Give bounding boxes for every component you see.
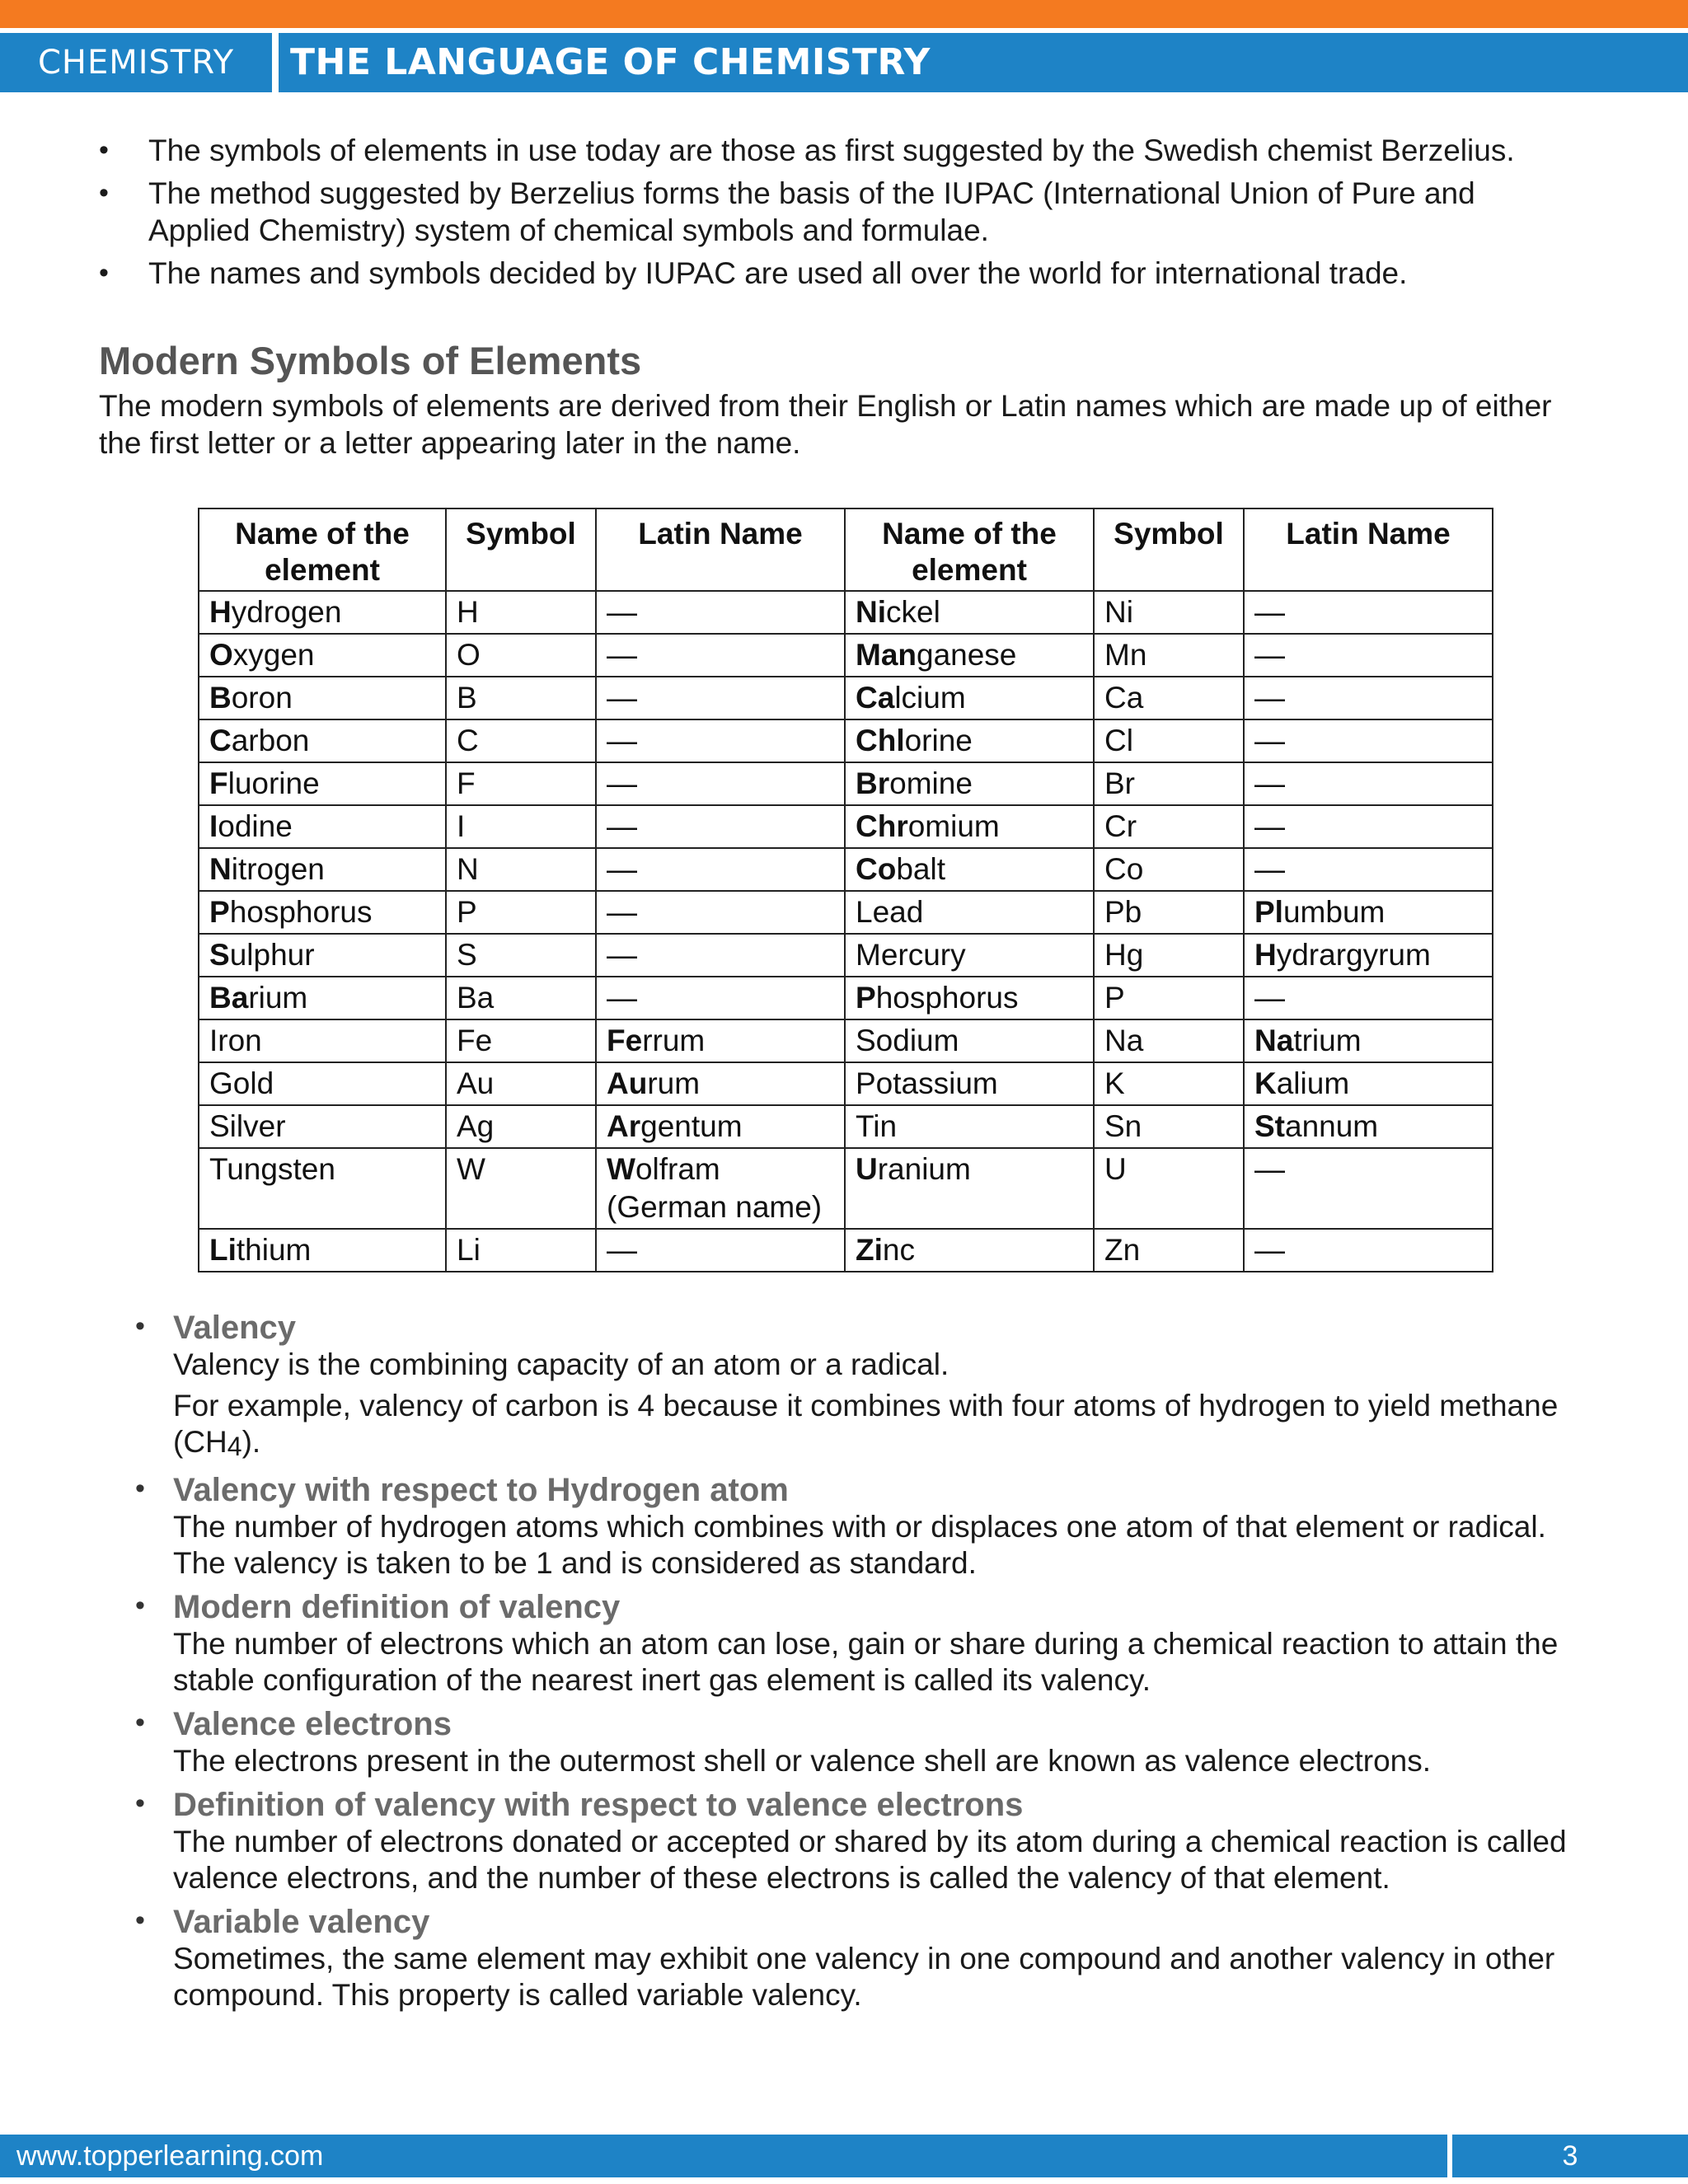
element-name-cell (199, 719, 446, 762)
latin-name-cell-rest: — (1254, 681, 1285, 715)
element-name-cell-rest: itrogen (231, 852, 325, 886)
element-name-cell-rest: Iron (209, 1024, 262, 1057)
element-name-cell (845, 677, 1094, 719)
latin-name-cell-rest: olfram (635, 1152, 720, 1186)
element-name-cell-bold: P (209, 895, 230, 929)
element-name-cell (199, 977, 446, 1019)
element-name-cell (199, 934, 446, 977)
latin-name-cell (596, 1148, 845, 1229)
element-name-cell-rest: hosphorus (229, 895, 373, 929)
element-name-cell-rest: lcium (894, 681, 966, 715)
symbol-cell: Ca (1094, 677, 1244, 719)
latin-name-cell-rest: rum (647, 1066, 701, 1100)
symbol-cell: Ba (446, 977, 596, 1019)
latin-name-cell (1244, 848, 1493, 891)
latin-name-cell-rest: — (1254, 1233, 1285, 1267)
latin-name-cell-bold: W (607, 1152, 635, 1186)
symbol-cell: O (446, 634, 596, 677)
element-name-cell-bold: Li (209, 1233, 237, 1267)
element-name-cell (199, 591, 446, 634)
element-name-cell (845, 634, 1094, 677)
latin-name-cell-rest: alium (1276, 1066, 1350, 1100)
element-name-cell-rest: luorine (227, 766, 320, 800)
element-name-cell (199, 1062, 446, 1105)
element-name-cell (199, 634, 446, 677)
element-name-cell-bold: H (209, 595, 232, 629)
element-name-cell (199, 1019, 446, 1062)
valency-item-body: The number of hydrogen atoms which combines with or displaces one atom of that element or radical. The valency is taken to be 1 and is considered as standard. (173, 1510, 1546, 1580)
element-name-cell (845, 848, 1094, 891)
latin-name-cell-rest: — (1254, 1152, 1285, 1186)
latin-name-cell-rest: — (607, 766, 637, 800)
valency-example-text: For example, valency of carbon is 4 because it combines with four atoms of hydrogen to yield methane (CH (173, 1389, 1559, 1459)
latin-name-cell-bold: St (1254, 1109, 1285, 1143)
header-subject: CHEMISTRY (37, 44, 235, 82)
valency-item-title: • Valence electrons (173, 1706, 452, 1742)
symbol-cell: Au (446, 1062, 596, 1105)
symbol-cell: Na (1094, 1019, 1244, 1062)
element-name-cell (199, 848, 446, 891)
page-number: 3 (1562, 2140, 1578, 2172)
element-name-cell-bold: Ni (856, 595, 886, 629)
element-name-cell-rest: Tungsten (209, 1152, 335, 1186)
element-name-cell (845, 805, 1094, 848)
symbol-cell: K (1094, 1062, 1244, 1105)
latin-name-cell (1244, 677, 1493, 719)
table-row (199, 1229, 1493, 1272)
elements-table-body (199, 591, 1493, 1272)
table-row (199, 591, 1493, 634)
element-name-cell-bold: Chr (856, 809, 908, 843)
latin-name-cell (1244, 1105, 1493, 1148)
element-name-cell-bold: P (856, 981, 876, 1015)
latin-name-cell (596, 677, 845, 719)
header-divider (272, 33, 279, 92)
element-name-cell-bold: O (209, 638, 233, 672)
latin-name-cell-rest: annum (1285, 1109, 1379, 1143)
element-name-cell (199, 1105, 446, 1148)
intro-bullet: • The symbols of elements in use today are those as first suggested by the Swedish chemist Berzelius. (99, 132, 1582, 169)
valency-item (132, 1588, 1582, 1699)
element-name-cell (845, 591, 1094, 634)
table-row (199, 848, 1493, 891)
latin-name-cell (1244, 891, 1493, 934)
latin-name-cell-bold: Fe (607, 1024, 643, 1057)
element-name-cell-rest: Lead (856, 895, 924, 929)
symbol-cell: U (1094, 1148, 1244, 1229)
latin-name-cell (1244, 719, 1493, 762)
element-name-cell-bold: N (209, 852, 232, 886)
latin-name-cell-rest: — (1254, 852, 1285, 886)
valency-item (132, 1309, 1582, 1465)
latin-name-cell (596, 634, 845, 677)
element-name-cell-bold: Br (856, 766, 890, 800)
element-name-cell-rest: thium (236, 1233, 312, 1267)
valency-item-title: • Modern definition of valency (173, 1589, 621, 1625)
latin-name-cell-rest: — (1254, 595, 1285, 629)
latin-name-cell-rest: — (607, 1233, 637, 1267)
latin-name-cell (1244, 1229, 1493, 1272)
symbol-cell: F (446, 762, 596, 805)
element-name-cell (199, 805, 446, 848)
column-header: Latin Name (1244, 509, 1493, 591)
latin-name-cell-rest: — (1254, 724, 1285, 757)
element-name-cell-bold: B (209, 681, 232, 715)
valency-example-end: ). (241, 1425, 261, 1459)
element-name-cell-bold: Zi (856, 1233, 883, 1267)
latin-name-cell-bold: Au (607, 1066, 648, 1100)
latin-name-cell-rest: — (607, 681, 637, 715)
latin-name-cell (1244, 1062, 1493, 1105)
valency-item-body: The electrons present in the outermost shell or valence shell are known as valence electrons. (173, 1744, 1432, 1778)
intro-bullet-list (99, 132, 1582, 298)
latin-name-cell (596, 762, 845, 805)
element-name-cell-rest: ulphur (229, 938, 315, 972)
symbol-cell: Hg (1094, 934, 1244, 977)
element-name-cell-rest: Tin (856, 1109, 898, 1143)
latin-name-cell-rest: — (607, 809, 637, 843)
latin-name-cell-rest: — (607, 852, 637, 886)
element-name-cell (845, 762, 1094, 805)
valency-item-title: • Variable valency (173, 1904, 430, 1940)
element-name-cell-bold: Co (856, 852, 897, 886)
symbol-cell: Mn (1094, 634, 1244, 677)
page-footer (0, 2135, 1688, 2177)
element-name-cell (845, 934, 1094, 977)
intro-bullet: • The method suggested by Berzelius forms the basis of the IUPAC (International Union of Pure and Applied Chemistry) system of chemical symbols and formulae. (99, 175, 1582, 249)
column-header: Symbol (446, 509, 596, 591)
latin-name-cell-rest: — (1254, 981, 1285, 1015)
valency-item-title: • Valency with respect to Hydrogen atom (173, 1472, 789, 1508)
latin-name-cell-rest: — (1254, 638, 1285, 672)
page-title: THE LANGUAGE OF CHEMISTRY (290, 41, 931, 83)
table-row (199, 1019, 1493, 1062)
intro-bullet: • The names and symbols decided by IUPAC are used all over the world for international trade. (99, 255, 1582, 292)
symbol-cell: S (446, 934, 596, 977)
element-name-cell (199, 1148, 446, 1229)
element-name-cell-rest: omine (889, 766, 973, 800)
latin-name-cell-rest: — (607, 981, 637, 1015)
element-name-cell-rest: arbon (231, 724, 310, 757)
latin-name-note: (German name) (607, 1190, 823, 1224)
symbol-cell: B (446, 677, 596, 719)
column-header: Latin Name (596, 509, 845, 591)
element-name-cell-bold: I (209, 809, 218, 843)
valency-item-title: • Valency (173, 1310, 297, 1346)
valency-item-body: The number of electrons which an atom can lose, gain or share during a chemical reaction to attain the stable configuration of the nearest inert gas element is called its valency. (173, 1627, 1559, 1697)
symbol-cell: C (446, 719, 596, 762)
column-header: Name of the element (199, 509, 446, 591)
latin-name-cell-rest: — (607, 938, 637, 972)
symbol-cell: I (446, 805, 596, 848)
element-name-cell (199, 762, 446, 805)
element-name-cell-rest: ckel (886, 595, 940, 629)
valency-list (132, 1309, 1582, 2020)
element-name-cell-rest: Sodium (856, 1024, 959, 1057)
element-name-cell-rest: balt (896, 852, 945, 886)
top-accent-stripe (0, 0, 1688, 28)
element-name-cell-rest: Gold (209, 1066, 274, 1100)
valency-item-title: • Definition of valency with respect to valence electrons (173, 1787, 1024, 1823)
element-name-cell-rest: Silver (209, 1109, 286, 1143)
latin-name-cell (596, 977, 845, 1019)
latin-name-cell-rest: — (607, 724, 637, 757)
latin-name-cell-rest: — (607, 895, 637, 929)
latin-name-cell-rest: trium (1293, 1024, 1362, 1057)
element-name-cell (199, 1229, 446, 1272)
latin-name-cell (596, 848, 845, 891)
latin-name-cell (1244, 1148, 1493, 1229)
latin-name-cell (596, 1229, 845, 1272)
symbol-cell: Zn (1094, 1229, 1244, 1272)
latin-name-cell-rest: rrum (642, 1024, 706, 1057)
valency-item (132, 1705, 1582, 1779)
symbol-cell: Sn (1094, 1105, 1244, 1148)
latin-name-cell (1244, 634, 1493, 677)
element-name-cell-rest: Mercury (856, 938, 966, 972)
symbol-cell: P (1094, 977, 1244, 1019)
elements-table (198, 508, 1493, 1272)
table-row (199, 1062, 1493, 1105)
latin-name-cell (1244, 977, 1493, 1019)
table-row (199, 762, 1493, 805)
valency-item-body: The number of electrons donated or accepted or shared by its atom during a chemical reaction is called valence electrons, and the number of these electrons is called the valency of that element. (173, 1825, 1567, 1895)
table-row (199, 934, 1493, 977)
latin-name-cell (1244, 591, 1493, 634)
latin-name-cell (596, 934, 845, 977)
element-name-cell-rest: oron (231, 681, 293, 715)
element-name-cell (845, 1229, 1094, 1272)
latin-name-cell-rest: umbum (1282, 895, 1386, 929)
table-row (199, 977, 1493, 1019)
section-intro: The modern symbols of elements are derived from their English or Latin names which are made up of either the first letter or a letter appearing later in the name. (99, 389, 1552, 460)
element-name-cell-bold: U (856, 1152, 878, 1186)
latin-name-cell (596, 1062, 845, 1105)
element-name-cell (845, 891, 1094, 934)
table-row (199, 805, 1493, 848)
table-row (199, 1148, 1493, 1229)
latin-name-cell (596, 719, 845, 762)
element-name-cell-bold: Ca (856, 681, 895, 715)
valency-item (132, 1471, 1582, 1582)
latin-name-cell (596, 805, 845, 848)
element-name-cell-bold: Man (856, 638, 917, 672)
symbol-cell: Li (446, 1229, 596, 1272)
column-header: Name of the element (845, 509, 1094, 591)
symbol-cell: Cr (1094, 805, 1244, 848)
element-name-cell-bold: Chl (856, 724, 905, 757)
element-name-cell (199, 677, 446, 719)
symbol-cell: Ni (1094, 591, 1244, 634)
element-name-cell (199, 891, 446, 934)
element-name-cell-rest: rium (248, 981, 308, 1015)
symbol-cell: Cl (1094, 719, 1244, 762)
table-row (199, 719, 1493, 762)
latin-name-cell (1244, 805, 1493, 848)
latin-name-cell-rest: gentum (640, 1109, 743, 1143)
element-name-cell-rest: ydrogen (231, 595, 342, 629)
valency-item-body: Sometimes, the same element may exhibit one valency in one compound and another valency in other compound. This property is called variable valency. (173, 1942, 1555, 2012)
element-name-cell (845, 1062, 1094, 1105)
element-name-cell-rest: Potassium (856, 1066, 998, 1100)
latin-name-cell-bold: Ar (607, 1109, 641, 1143)
column-header: Symbol (1094, 509, 1244, 591)
latin-name-cell (1244, 762, 1493, 805)
latin-name-cell-rest: — (1254, 809, 1285, 843)
element-name-cell-bold: F (209, 766, 228, 800)
latin-name-cell (596, 1019, 845, 1062)
element-name-cell-rest: xygen (232, 638, 315, 672)
element-name-cell-rest: hosphorus (875, 981, 1019, 1015)
valency-item-body: Valency is the combining capacity of an atom or a radical. (173, 1347, 950, 1381)
footer-url[interactable]: www.topperlearning.com (16, 2140, 324, 2172)
element-name-cell-rest: ganese (917, 638, 1017, 672)
page-header (0, 33, 1688, 92)
element-name-cell (845, 1148, 1094, 1229)
element-name-cell (845, 719, 1094, 762)
table-row (199, 1105, 1493, 1148)
latin-name-cell (596, 891, 845, 934)
latin-name-cell (1244, 1019, 1493, 1062)
element-name-cell-rest: omium (907, 809, 1000, 843)
symbol-cell: Pb (1094, 891, 1244, 934)
table-row (199, 891, 1493, 934)
latin-name-cell (596, 591, 845, 634)
latin-name-cell-rest: ydrargyrum (1276, 938, 1431, 972)
symbol-cell: P (446, 891, 596, 934)
valency-example (173, 1388, 1582, 1465)
latin-name-cell (1244, 934, 1493, 977)
element-name-cell-rest: odine (218, 809, 293, 843)
valency-item (132, 1786, 1582, 1896)
symbol-cell: Br (1094, 762, 1244, 805)
table-header-row (199, 509, 1493, 591)
element-name-cell-bold: S (209, 938, 230, 972)
table-row (199, 634, 1493, 677)
latin-name-cell-rest: — (1254, 766, 1285, 800)
latin-name-cell-bold: Pl (1254, 895, 1283, 929)
latin-name-cell-rest: — (607, 638, 637, 672)
latin-name-cell-bold: Na (1254, 1024, 1294, 1057)
latin-name-cell-bold: H (1254, 938, 1277, 972)
element-name-cell-rest: nc (882, 1233, 915, 1267)
element-name-cell-rest: orine (904, 724, 973, 757)
valency-item (132, 1903, 1582, 2013)
symbol-cell: N (446, 848, 596, 891)
element-name-cell (845, 977, 1094, 1019)
valency-example-subscript: 4 (227, 1432, 242, 1461)
latin-name-cell (596, 1105, 845, 1148)
element-name-cell-bold: C (209, 724, 232, 757)
element-name-cell-bold: Ba (209, 981, 249, 1015)
table-row (199, 677, 1493, 719)
symbol-cell: H (446, 591, 596, 634)
element-name-cell (845, 1105, 1094, 1148)
symbol-cell: Co (1094, 848, 1244, 891)
latin-name-cell-bold: K (1254, 1066, 1277, 1100)
element-name-cell-rest: ranium (877, 1152, 971, 1186)
symbol-cell: Fe (446, 1019, 596, 1062)
element-name-cell (845, 1019, 1094, 1062)
symbol-cell: W (446, 1148, 596, 1229)
latin-name-cell-rest: — (607, 595, 637, 629)
symbol-cell: Ag (446, 1105, 596, 1148)
section-heading: Modern Symbols of Elements (99, 339, 642, 382)
